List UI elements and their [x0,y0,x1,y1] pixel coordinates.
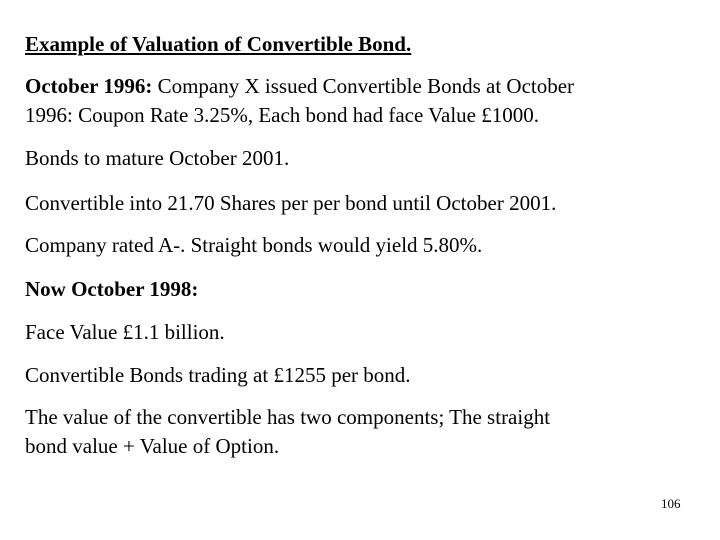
components-line1: The value of the convertible has two components; The straight [25,405,551,429]
page-number: 106 [661,496,681,511]
now-heading: Now October 1998: [25,277,199,301]
slide-title: Example of Valuation of Convertible Bond. [25,32,412,56]
issue-text-line1: Company X issued Convertible Bonds at October [152,74,575,98]
issue-paragraph [25,72,685,130]
rating-text: Company rated A-. Straight bonds would yield 5.80%. [25,233,483,257]
issue-text-line2: 1996: Coupon Rate 3.25%, Each bond had face Value £1000. [25,103,539,127]
conversion-text: Convertible into 21.70 Shares per per bond until October 2001. [25,191,557,215]
components-paragraph [25,403,685,461]
issue-date-label: October 1996: [25,74,153,98]
trading-text: Convertible Bonds trading at £1255 per bond. [25,363,411,387]
components-line2: bond value + Value of Option. [25,434,280,458]
face-value-text: Face Value £1.1 billion. [25,320,225,344]
maturity-text: Bonds to mature October 2001. [25,146,290,170]
